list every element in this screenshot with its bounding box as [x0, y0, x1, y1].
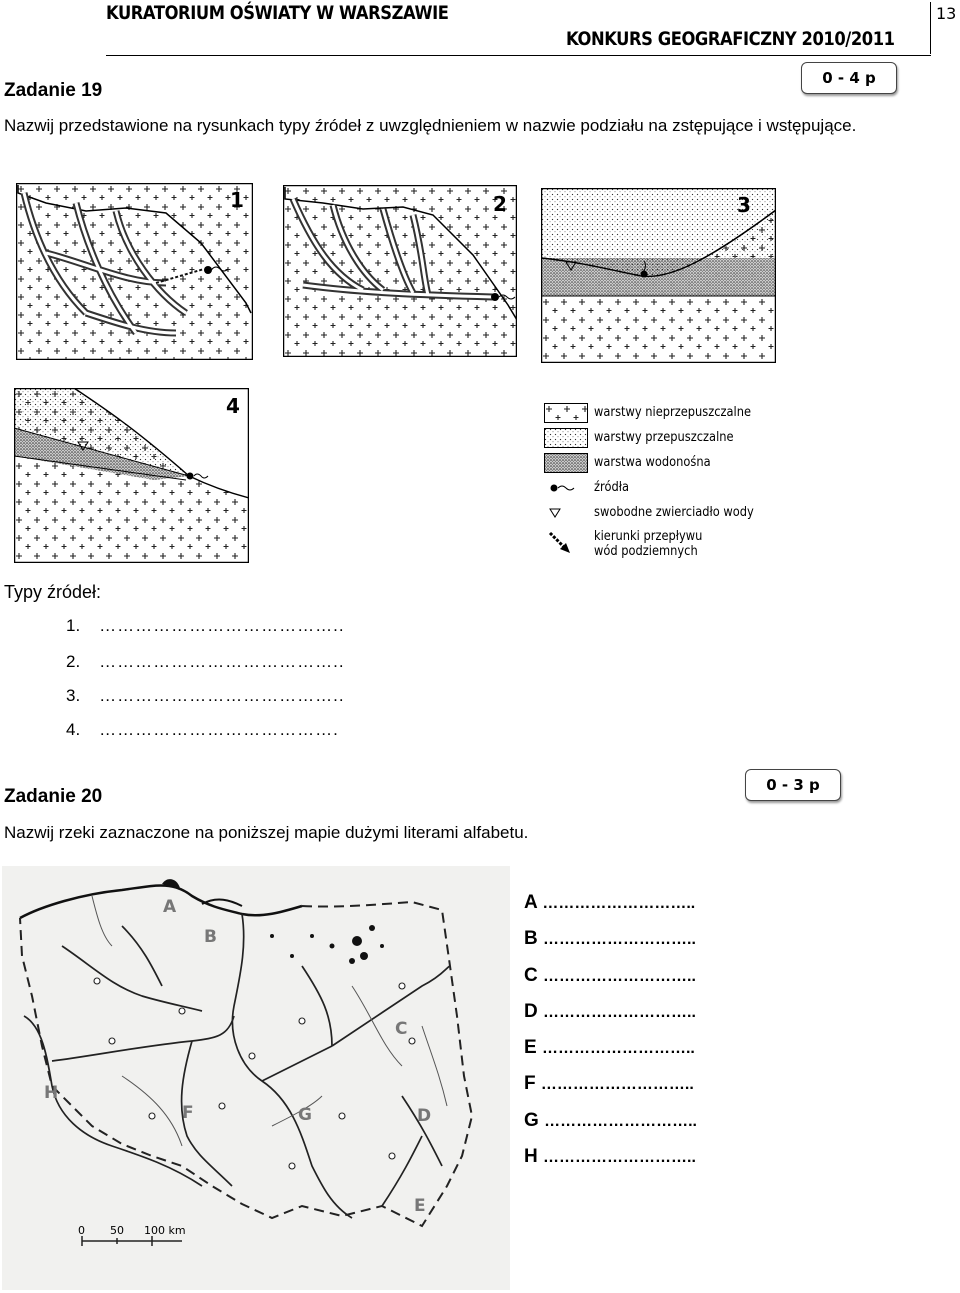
map-letter-d: D — [417, 1106, 432, 1126]
river-answer-h[interactable]: H ……………………….. — [524, 1146, 696, 1168]
answers-heading: Typy źródeł: — [4, 582, 102, 602]
legend-impermeable — [544, 400, 776, 425]
legend-label: warstwy przepuszczalne — [594, 430, 734, 445]
task20-title: Zadanie 20 — [4, 786, 103, 807]
task19-answer-list — [66, 616, 345, 754]
spring-icon — [544, 478, 588, 498]
water-table-icon — [544, 503, 588, 523]
answer-line-1[interactable]: 1. ………………………………….. — [66, 616, 345, 635]
task19-title: Zadanie 19 — [4, 80, 103, 101]
answer-line-2[interactable]: 2. ………………………………….. — [66, 652, 345, 671]
river-answer-a[interactable]: A ……………………….. — [524, 892, 696, 913]
scale-label-0: 0 — [78, 1224, 85, 1237]
legend-flow — [544, 525, 776, 565]
figure-2-number: 2 — [493, 192, 507, 216]
map-letter-c: C — [395, 1019, 408, 1039]
task19-points-badge: 0 - 4 p — [801, 62, 897, 94]
legend — [544, 400, 776, 565]
legend-spring — [544, 475, 776, 500]
answer-line-4[interactable]: 4. …………………………………. — [66, 720, 339, 739]
map-letter-b: B — [204, 927, 217, 947]
river-answer-e[interactable]: E ……………………….. — [524, 1037, 695, 1059]
header-divider — [930, 2, 931, 54]
legend-label: warstwa wodonośna — [594, 455, 711, 470]
figure-2-descending-spring — [283, 185, 517, 357]
scale-label-50: 50 — [110, 1224, 124, 1237]
map-letter-g: G — [298, 1105, 312, 1125]
map-letter-f: F — [182, 1103, 194, 1123]
task20-answer-list — [524, 892, 697, 1182]
impermeable-swatch — [544, 403, 588, 423]
legend-permeable — [544, 425, 776, 450]
figure-4-number: 4 — [226, 394, 240, 418]
figure-1-number: 1 — [230, 188, 244, 212]
river-answer-g[interactable]: G ……………………….. — [524, 1109, 697, 1131]
flow-arrow-icon — [544, 529, 588, 557]
river-answer-d[interactable]: D ……………………….. — [524, 1000, 696, 1022]
task19-instruction: Nazwij przedstawione na rysunkach typy źródeł z uwzględnieniem w nazwie podziału na zstępujące i wstępujące. — [4, 116, 857, 135]
map-letter-e: E — [414, 1196, 426, 1216]
legend-label: swobodne zwierciadło wody — [594, 505, 754, 520]
legend-label-2: wód podziemnych — [594, 544, 698, 559]
aquifer-swatch — [544, 453, 588, 473]
legend-aquifer — [544, 450, 776, 475]
page-number: 13 — [936, 4, 957, 23]
task20-points-badge: 0 - 3 p — [745, 769, 841, 801]
poland-rivers-map — [2, 866, 510, 1290]
header-rule — [106, 55, 931, 56]
river-answer-f[interactable]: F ……………………….. — [524, 1073, 694, 1095]
header-organization: KURATORIUM OŚWIATY W WARSZAWIE — [106, 2, 449, 24]
legend-water-table — [544, 500, 776, 525]
permeable-swatch — [544, 428, 588, 448]
map-letter-a: A — [163, 897, 177, 917]
river-answer-b[interactable]: B ……………………….. — [524, 928, 696, 950]
answer-line-3[interactable]: 3. ………………………………….. — [66, 686, 345, 705]
figure-1-descending-spring — [16, 183, 253, 360]
header-contest: KONKURS GEOGRAFICZNY 2010/2011 — [566, 28, 895, 50]
legend-label: warstwy nieprzepuszczalne — [594, 405, 752, 420]
river-answer-c[interactable]: C ……………………….. — [524, 964, 696, 986]
map-letter-h: H — [44, 1083, 59, 1103]
figure-3-ascending-spring — [541, 188, 776, 363]
figure-3-number: 3 — [737, 193, 751, 217]
figure-4-descending-spring — [14, 388, 249, 563]
scale-label-100: 100 km — [144, 1224, 186, 1237]
legend-label: źródła — [594, 480, 629, 495]
task20-instruction: Nazwij rzeki zaznaczone na poniższej mapie dużymi literami alfabetu. — [4, 823, 529, 842]
legend-label: kierunki przepływu — [594, 529, 703, 544]
